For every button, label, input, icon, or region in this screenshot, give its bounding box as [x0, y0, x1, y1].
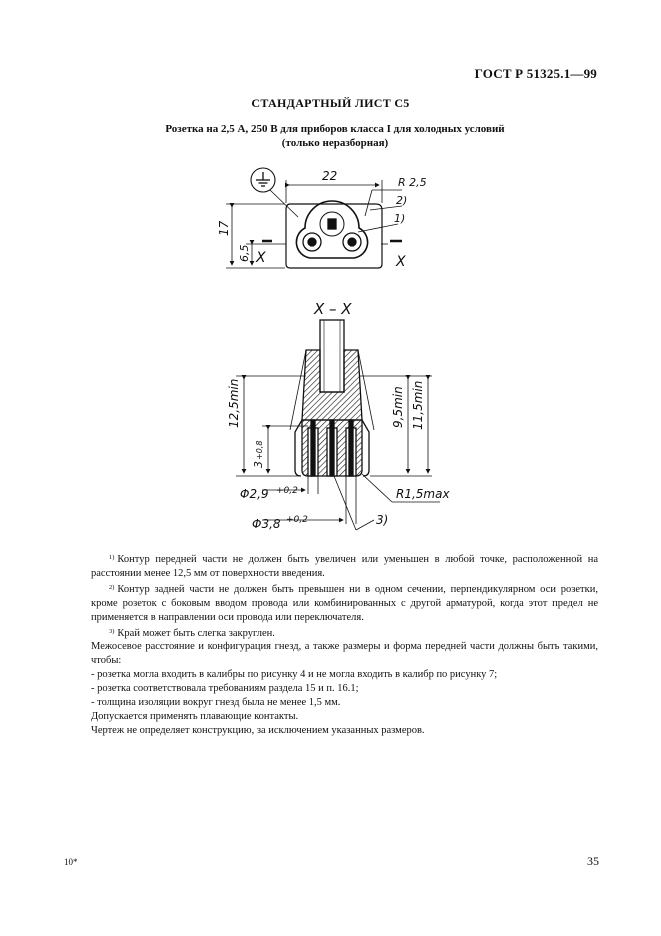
dim-height-17: 17 [217, 220, 231, 236]
footnote-2 [91, 581, 598, 625]
dim-diameter-2-9-tolerance: +0,2 [276, 486, 298, 496]
footnote-2-text: Контур задней части не должен быть превышен ни в одном сечении, перпендикулярном оси розетки, кроме розеток с боковым вводом провода или комбинированных с другой арматурой, когда этот предел не применяется в направлении оси провода или переключателя. [91, 583, 598, 623]
footer-mark: 10* [64, 857, 78, 867]
footnote-3 [91, 625, 598, 641]
note-2-marker: 2) [396, 194, 408, 207]
page-number: 35 [587, 854, 599, 868]
paragraph-floating-contacts: Допускается применять плавающие контакты. [91, 710, 299, 722]
paragraph-requirements: Межосевое расстояние и конфигурация гнезд, а также размеры и форма передней части должны быть такими, чтобы: [91, 641, 598, 667]
bullet-1: - розетка могла входить в калибры по рисунку 4 и не могла входить в калибр по рисунку 7; [91, 669, 498, 681]
note-3-marker: 3) [376, 513, 389, 527]
section-mark-right: X [396, 254, 406, 270]
paragraph-construction: Чертеж не определяет конструкцию, за исключением указанных размеров. [91, 724, 425, 736]
bullet-3: - толщина изоляции вокруг гнезд была не менее 1,5 мм. [91, 697, 341, 709]
page-title: СТАНДАРТНЫЙ ЛИСТ С5 [251, 96, 410, 110]
earth-symbol-icon [251, 168, 298, 217]
top-view [226, 168, 402, 268]
footnote-3-text: Край может быть слегка закруглен. [117, 627, 275, 639]
dim-3-tolerance: +0,8 [255, 440, 264, 460]
radius-1-5-max: R1,5max [396, 487, 450, 501]
dim-diameter-3-8-tolerance: +0,2 [286, 515, 308, 525]
section-mark-left: X [256, 250, 266, 266]
standard-number: ГОСТ Р 51325.1—99 [474, 66, 597, 81]
dim-diameter-3-8: Φ3,8 [252, 517, 281, 531]
dim-offset-6-5: 6,5 [238, 244, 251, 262]
notes-block [91, 551, 598, 738]
footnote-1-mark: 1) [109, 554, 115, 561]
radius-label: R 2,5 [398, 176, 427, 189]
subtitle-line-2: (только неразборная) [281, 137, 389, 149]
dim-diameter-2-9: Φ2,9 [240, 487, 269, 501]
footnote-1 [91, 551, 598, 581]
footnote-3-mark: 3) [109, 627, 115, 635]
dim-11-5-min: 11,5min [411, 380, 425, 430]
bullet-2: - розетка соответствовала требованиям раздела 15 и п. 16.1; [91, 683, 359, 695]
subtitle-line-1: Розетка на 2,5 А, 250 В для приборов класса I для холодных условий [165, 123, 505, 135]
dim-3: 3 [252, 461, 265, 468]
note-1-marker: 1) [394, 212, 406, 225]
footnote-1-text: Контур передней части не должен быть увеличен или уменьшен в любой точке, расположенной на расстоянии менее 12,5 мм от поверхности введения. [91, 554, 598, 579]
dim-12-5-min: 12,5min [227, 378, 241, 428]
footnote-2-mark: 2) [109, 583, 115, 591]
dim-9-5-min: 9,5min [391, 386, 405, 428]
dim-width-22: 22 [322, 169, 338, 183]
section-title: X – X [314, 300, 352, 318]
